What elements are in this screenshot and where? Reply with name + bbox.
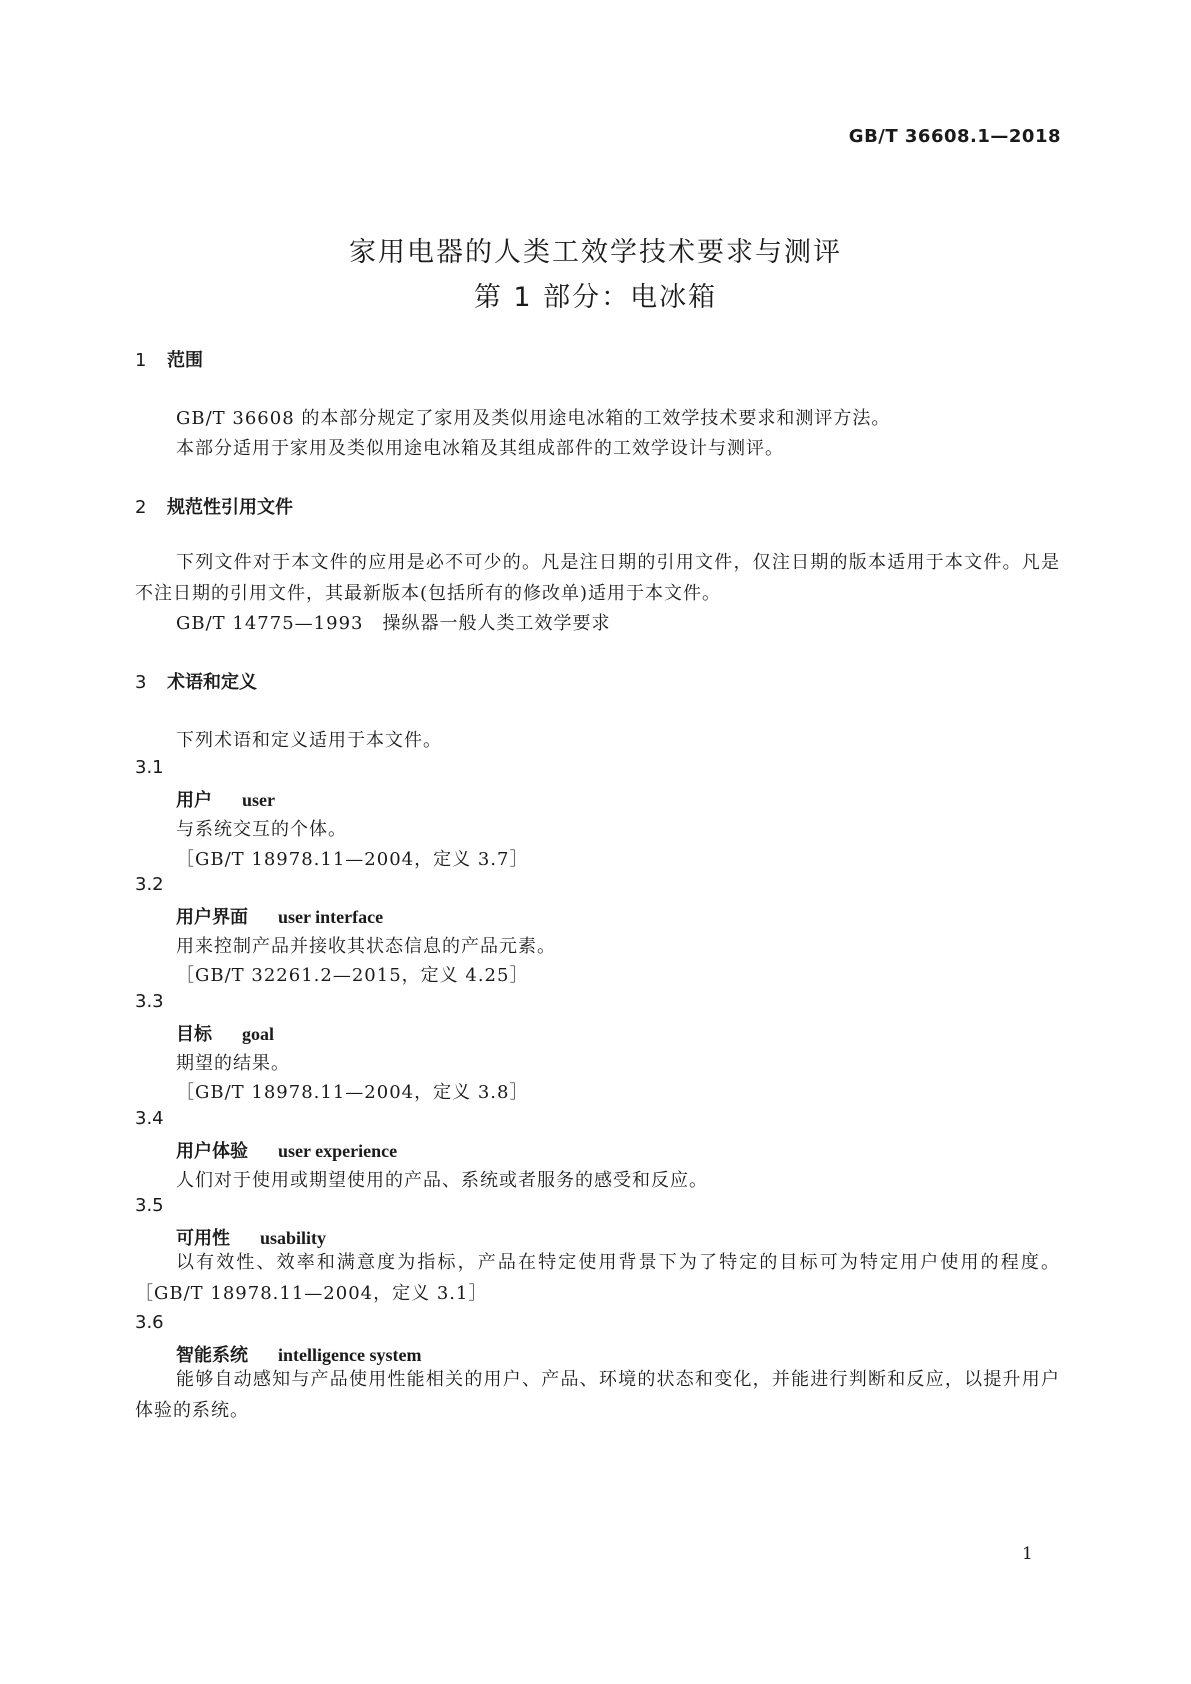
section-number: 1 bbox=[135, 350, 147, 371]
term-definition: 以有效性、效率和满意度为指标，产品在特定使用背景下为了特定的目标可为特定用户使用的程度。［GB/T 18978.11—2004，定义 3.1］ bbox=[135, 1252, 1060, 1304]
standard-code: GB/T 36608.1—2018 bbox=[848, 126, 1061, 147]
term-heading bbox=[176, 903, 383, 929]
term-number: 3.2 bbox=[135, 874, 164, 895]
term-source: ［GB/T 32261.2—2015，定义 4.25］ bbox=[176, 965, 529, 986]
term-heading bbox=[176, 786, 275, 812]
term-number: 3.6 bbox=[135, 1312, 164, 1333]
normative-reference: GB/T 14775—1993 操纵器一般人类工效学要求 bbox=[176, 613, 611, 634]
term-en: intelligence system bbox=[278, 1345, 422, 1365]
section-3-intro: 下列术语和定义适用于本文件。 bbox=[176, 730, 442, 751]
term-number: 3.3 bbox=[135, 991, 164, 1012]
term-heading bbox=[176, 1020, 274, 1046]
section-2-paragraph: 下列文件对于本文件的应用是必不可少的。凡是注日期的引用文件，仅注日期的版本适用于本文件。凡是不注日期的引用文件，其最新版本(包括所有的修改单)适用于本文件。 bbox=[135, 552, 1060, 604]
term-zh: 用户 bbox=[176, 790, 212, 811]
term-number: 3.1 bbox=[135, 757, 164, 778]
term-en: user interface bbox=[278, 907, 384, 927]
term-definition: 期望的结果。 bbox=[176, 1053, 290, 1074]
term-zh: 用户体验 bbox=[176, 1141, 248, 1162]
term-number: 3.4 bbox=[135, 1108, 164, 1129]
term-source: ［GB/T 18978.11—2004，定义 3.7］ bbox=[176, 849, 529, 870]
section-number: 2 bbox=[135, 497, 147, 518]
section-1-heading bbox=[135, 346, 203, 372]
document-title: 家用电器的人类工效学技术要求与测评 bbox=[349, 237, 842, 268]
section-title: 范围 bbox=[167, 350, 203, 371]
term-en: usability bbox=[260, 1228, 327, 1248]
term-en: goal bbox=[242, 1024, 275, 1044]
term-definition: 能够自动感知与产品使用性能相关的用户、产品、环境的状态和变化，并能进行判断和反应，以提升用户体验的系统。 bbox=[135, 1369, 1060, 1421]
term-number: 3.5 bbox=[135, 1195, 164, 1216]
section-number: 3 bbox=[135, 672, 147, 693]
term-en: user experience bbox=[278, 1141, 398, 1161]
term-zh: 目标 bbox=[176, 1024, 212, 1045]
term-zh: 智能系统 bbox=[176, 1345, 248, 1366]
section-title: 规范性引用文件 bbox=[167, 497, 293, 518]
section-3-heading bbox=[135, 668, 257, 694]
term-definition: 人们对于使用或期望使用的产品、系统或者服务的感受和反应。 bbox=[176, 1170, 708, 1191]
page-number: 1 bbox=[1022, 1544, 1033, 1564]
term-definition: 与系统交互的个体。 bbox=[176, 819, 347, 840]
term-definition: 用来控制产品并接收其状态信息的产品元素。 bbox=[176, 936, 556, 957]
section-title: 术语和定义 bbox=[167, 672, 257, 693]
document-subtitle: 第 1 部分：电冰箱 bbox=[473, 282, 718, 313]
term-en: user bbox=[242, 790, 275, 810]
section-1-paragraph-1: GB/T 36608 的本部分规定了家用及类似用途电冰箱的工效学技术要求和测评方法。 bbox=[176, 408, 891, 429]
term-heading bbox=[176, 1137, 397, 1163]
term-source: ［GB/T 18978.11—2004，定义 3.8］ bbox=[176, 1082, 529, 1103]
term-zh: 可用性 bbox=[176, 1228, 230, 1249]
section-1-paragraph-2: 本部分适用于家用及类似用途电冰箱及其组成部件的工效学设计与测评。 bbox=[176, 438, 784, 459]
section-2-heading bbox=[135, 493, 293, 519]
term-zh: 用户界面 bbox=[176, 907, 248, 928]
